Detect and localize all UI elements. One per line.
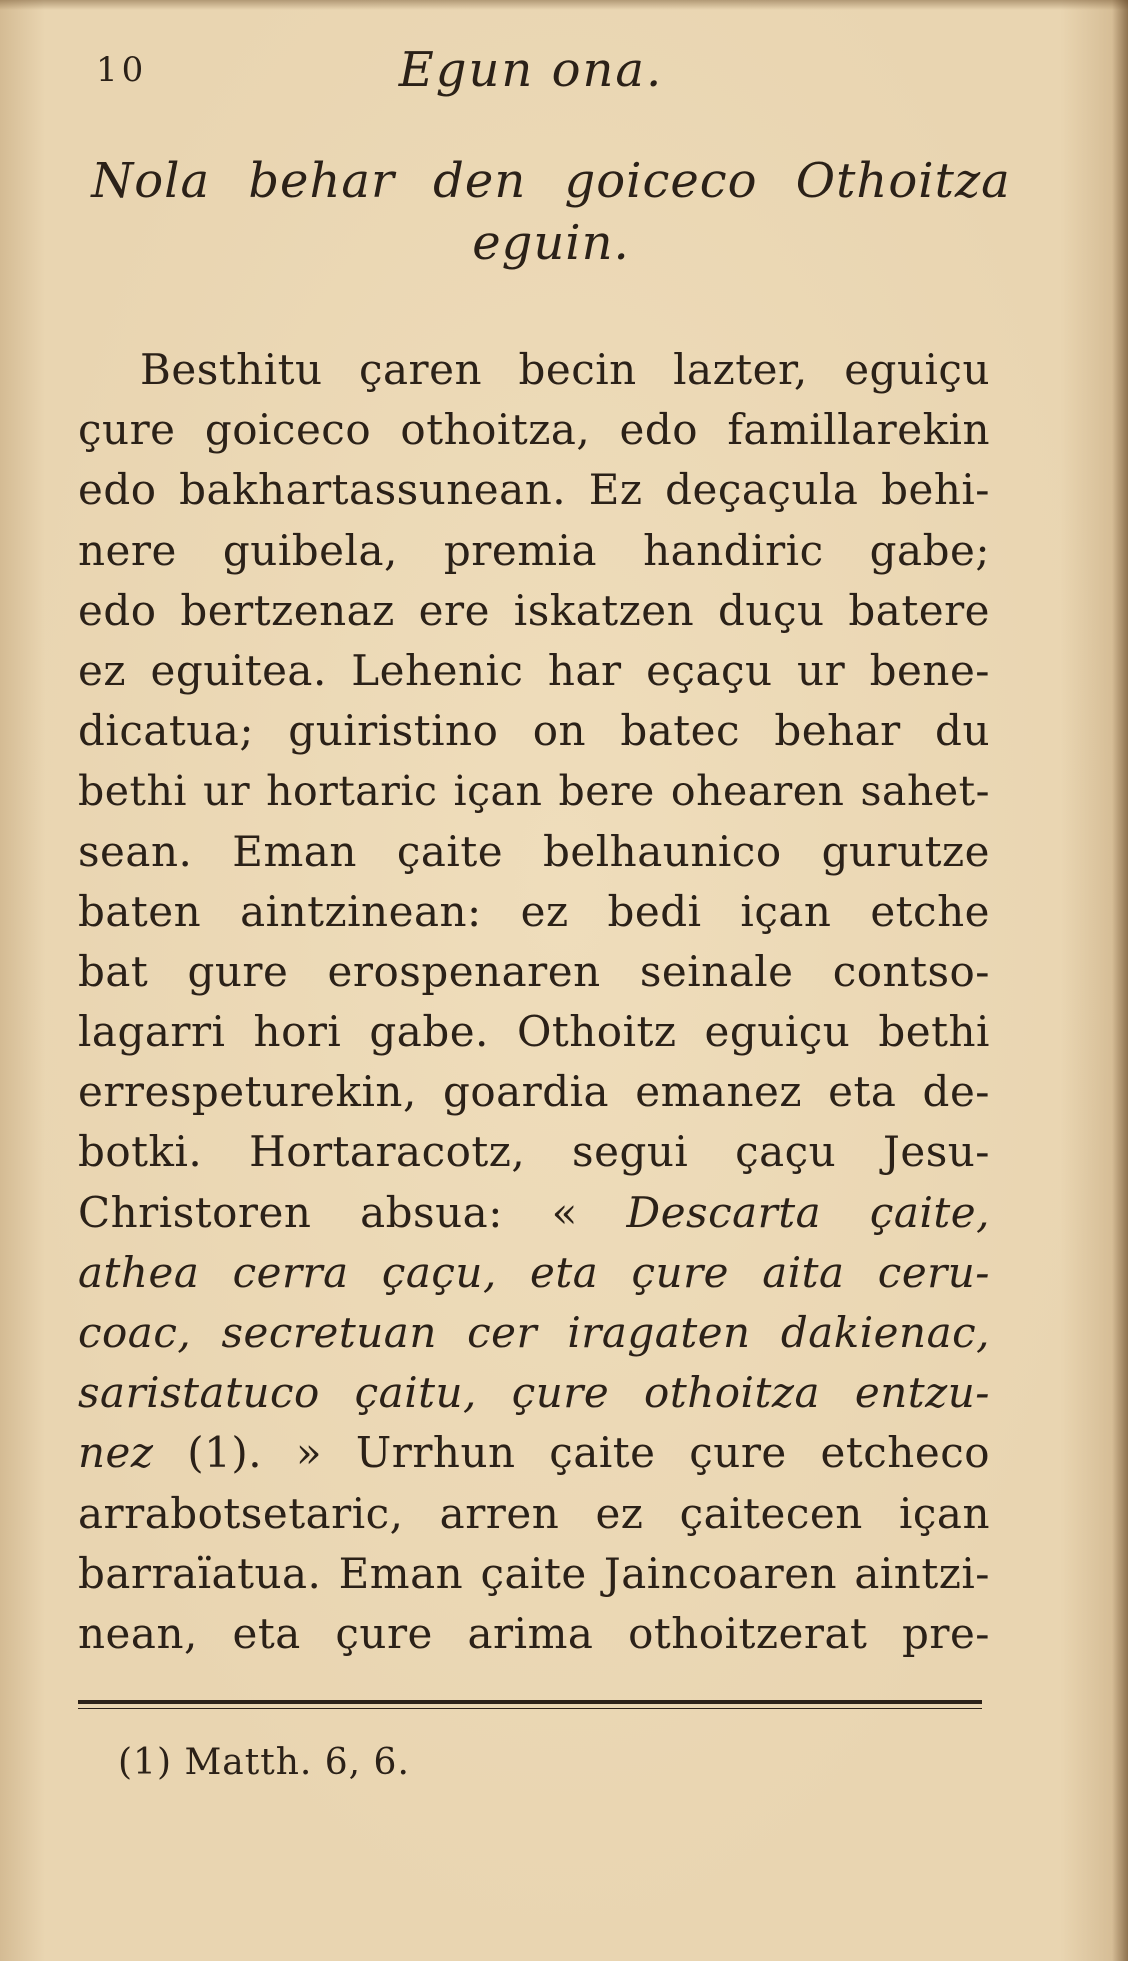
text-line: edo bakhartassunean. Ez deçaçula behi- — [78, 465, 990, 515]
chapter-heading: Nola behar den goiceco Othoitza eguin. — [91, 153, 1011, 271]
text-line: baten aintzinean: ez bedi içan etche — [78, 886, 990, 936]
text-line: nean, eta çure arima othoitzerat pre- — [78, 1608, 990, 1658]
text-line: arrabotsetaric, arren ez çaitecen içan — [78, 1488, 990, 1538]
body-text — [78, 340, 990, 1664]
footnote-rule-thin — [78, 1708, 982, 1709]
text-line: dicatua; guiristino on batec behar du — [78, 706, 990, 756]
page-edge-top — [0, 0, 1128, 10]
scripture-quote: nez — [78, 1428, 154, 1478]
text-line: nez (1). » Urrhun çaite çure etcheco — [78, 1428, 990, 1478]
text-line — [78, 1243, 990, 1303]
text-line: lagarri hori gabe. Othoitz eguiçu bethi — [78, 1007, 990, 1057]
text-line: errespeturekin, goardia emanez eta de- — [78, 1067, 990, 1117]
page-number: 10 — [96, 50, 148, 90]
text-line: edo bertzenaz ere iskatzen duçu batere — [78, 585, 990, 635]
text-line: ez eguitea. Lehenic har eçaçu ur bene- — [78, 645, 990, 695]
footnote-rule — [78, 1700, 982, 1704]
scripture-quote: saristatuco çaitu, çure othoitza entzu- — [78, 1368, 990, 1418]
page-edge-right — [1112, 0, 1128, 1961]
text-line: botki. Hortaracotz, segui çaçu Jesu- — [78, 1127, 990, 1177]
scripture-quote: coac, secretuan cer iragaten dakienac, — [78, 1308, 990, 1357]
scripture-quote: Descarta çaite, — [626, 1187, 990, 1237]
text-line: Besthitu çaren becin lazter, eguiçu — [140, 345, 990, 394]
footnote: (1) Matth. 6, 6. — [118, 1742, 410, 1783]
scripture-quote: athea cerra çaçu, eta çure aita ceru- — [78, 1247, 990, 1297]
text-line: Christoren absua: « Descarta çaite, — [78, 1187, 990, 1237]
text-line — [78, 1363, 990, 1423]
text-line: çure goiceco othoitza, edo famillarekin — [78, 405, 990, 455]
text-line: barraïatua. Eman çaite Jaincoaren aintzi- — [78, 1548, 990, 1598]
text-line: sean. Eman çaite belhaunico gurutze — [78, 826, 990, 876]
text-line: nere guibela, premia handiric gabe; — [78, 525, 990, 575]
text-line: bat gure erospenaren seinale contso- — [78, 946, 990, 996]
text-line — [78, 1303, 990, 1363]
running-head — [96, 42, 1006, 110]
running-title: Egun ona. — [398, 42, 664, 98]
text-line: bethi ur hortaric içan bere ohearen sahet- — [78, 767, 990, 816]
